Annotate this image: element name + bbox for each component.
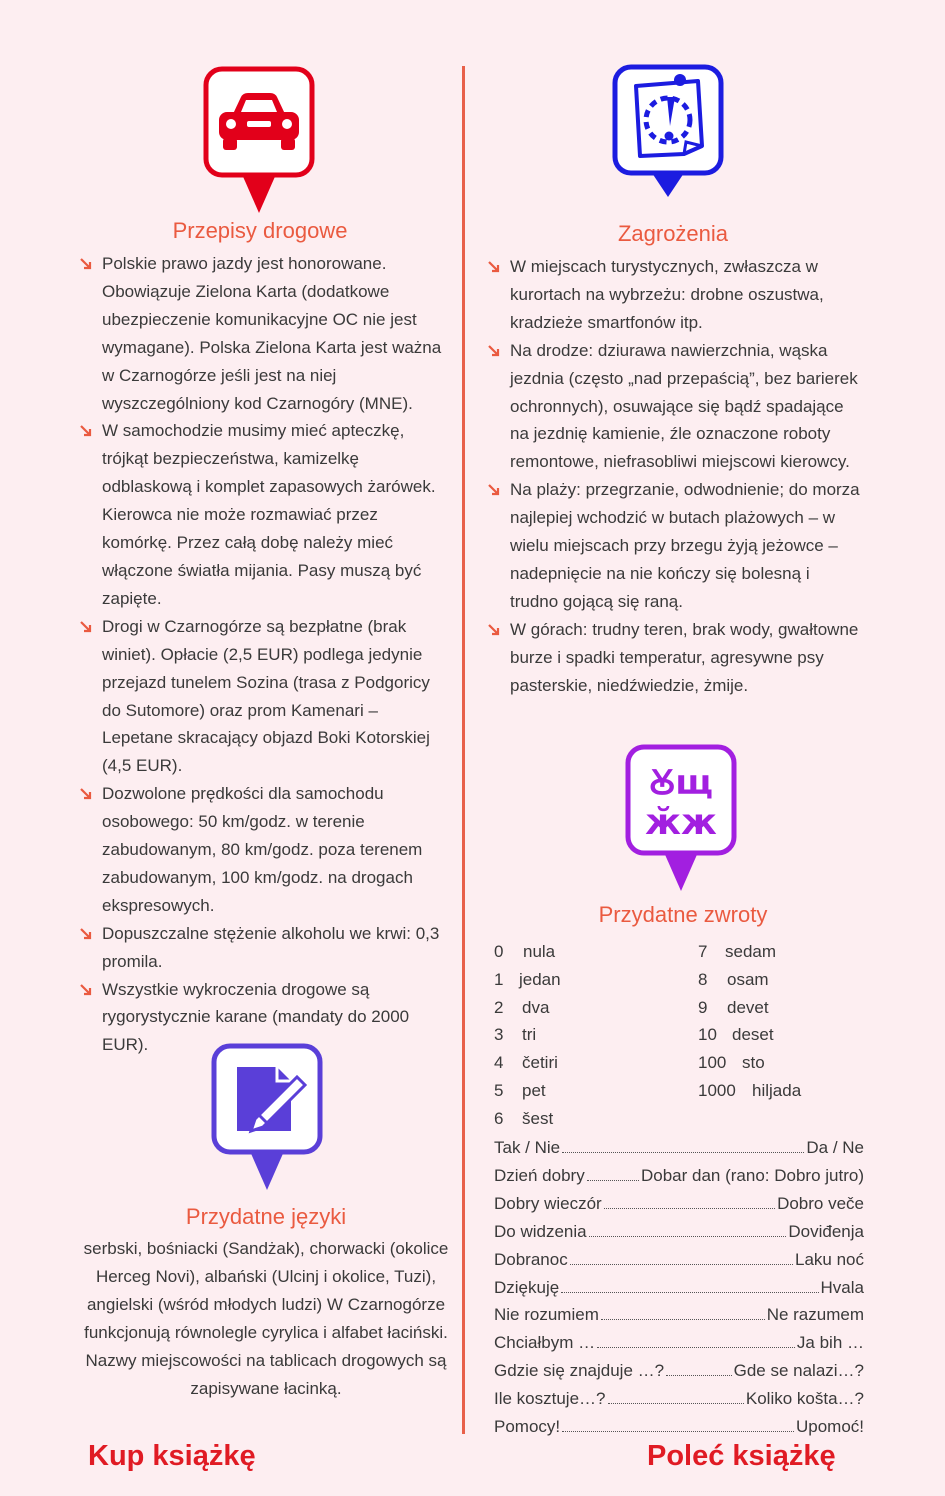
numbers-left xyxy=(494,938,684,1133)
arrow-bullet-icon xyxy=(80,984,92,996)
phrase-polish: Dobranoc xyxy=(494,1249,568,1269)
list-item-text: Drogi w Czarnogórze są bezpłatne (brak winiet). Opłacie (2,5 EUR) podlega jedynie przejazd tunelem Sozina (trasa z Podgoricy do Sutomore) oraz prom Kamenari – Lepetane skracający objazd Boki Kotorskiej (4,5 EUR). xyxy=(102,616,430,776)
phrase-montenegrin: Laku noć xyxy=(795,1249,864,1269)
arrow-bullet-icon xyxy=(80,788,92,800)
list-item xyxy=(80,920,446,976)
languages-title: Przydatne języki xyxy=(185,1204,347,1229)
number-row xyxy=(494,994,684,1022)
phrase-polish: Dobry wieczór xyxy=(494,1193,602,1213)
phrase-montenegrin: Doviđenja xyxy=(788,1221,864,1241)
dot-leader xyxy=(587,1180,639,1181)
phrase-polish: Gdzie się znajduje …? xyxy=(494,1361,665,1381)
arrow-bullet-icon xyxy=(80,258,92,270)
dot-leader xyxy=(601,1319,765,1320)
phrases-title: Przydatne zwroty xyxy=(598,902,768,927)
svg-text:ӂж: ӂж xyxy=(645,802,717,843)
number-digit: 1 xyxy=(494,969,504,989)
number-word: deset xyxy=(732,1025,774,1045)
dot-leader xyxy=(561,1292,818,1293)
road-rules-title: Przepisy drogowe xyxy=(172,218,348,243)
arrow-bullet-icon xyxy=(488,484,500,496)
phrase-polish: Nie rozumiem xyxy=(494,1305,599,1325)
number-word: tri xyxy=(522,1025,537,1045)
number-row xyxy=(698,1077,864,1105)
phrase-row xyxy=(494,1385,864,1413)
phrase-montenegrin: Hvala xyxy=(820,1277,864,1297)
number-word: šest xyxy=(522,1108,554,1128)
phrase-row xyxy=(494,1274,864,1302)
list-item xyxy=(488,337,860,477)
list-item-text: Polskie prawo jazdy jest honorowane. Obowiązuje Zielona Karta (dodatkowe ubezpieczenie komunikacyjne OC nie jest wymagane). Polska Zielona Karta jest ważna w Czarnogórze jeśli jest na niej wyszczególniony kod Czarnogóry (MNE). xyxy=(102,254,442,413)
dot-leader xyxy=(597,1347,795,1348)
list-item-text: Dozwolone prędkości dla samochodu osobowego: 50 km/godz. w terenie zabudowanym, 80 km/godz. poza terenem zabudowanym, 100 km/godz. na drogach ekspresowych. xyxy=(102,784,423,915)
number-row xyxy=(494,1077,684,1105)
phrase-montenegrin: Upomoć! xyxy=(795,1417,864,1437)
number-digit: 100 xyxy=(698,1053,727,1073)
column-divider xyxy=(462,66,465,1434)
number-digit: 0 xyxy=(494,942,504,961)
number-word: pet xyxy=(522,1080,546,1100)
list-item xyxy=(488,616,860,700)
phrase-list xyxy=(494,1134,864,1441)
list-item xyxy=(488,476,860,616)
number-digit: 10 xyxy=(698,1025,717,1045)
phrase-montenegrin: Dobar dan (rano: Dobro jutro) xyxy=(640,1165,864,1185)
number-row xyxy=(494,1105,684,1133)
road-rules-list xyxy=(80,250,446,1059)
list-item xyxy=(80,613,446,780)
number-digit: 8 xyxy=(698,969,708,989)
languages-text: serbski, bośniacki (Sandżak), chorwacki (okolice Herceg Novi), albański (Ulcinj i okolice, Tuzi), angielski (wśród młodych ludzi) W Czarnogórze funkcjonują równolegle cyrylica i alfabet łaciński. Nazwy miejscowości na tablicach drogowych są zapisywane łacinką. xyxy=(83,1239,449,1398)
phrase-row xyxy=(494,1162,864,1190)
phrase-polish: Dzień dobry xyxy=(494,1165,585,1185)
number-digit: 9 xyxy=(698,997,708,1017)
phrase-montenegrin: Da / Ne xyxy=(806,1138,864,1157)
number-word: dva xyxy=(522,997,550,1017)
number-word: osam xyxy=(727,969,769,989)
number-row xyxy=(494,966,684,994)
phrase-polish: Chciałbym … xyxy=(494,1333,596,1353)
list-item xyxy=(80,976,446,1060)
list-item xyxy=(80,780,446,920)
dangers-title: Zagrożenia xyxy=(617,221,729,246)
phrase-row xyxy=(494,1357,864,1385)
list-item-text: W samochodzie musimy mieć apteczkę, trójkąt bezpieczeństwa, kamizelkę odblaskową i komplet zapasowych żarówek. Kierowca nie może rozmawiać przez komórkę. Przez całą dobę należy mieć włączone światła mijania. Pasy muszą być zapięte. xyxy=(102,421,436,608)
list-item xyxy=(80,250,446,417)
dot-leader xyxy=(562,1431,794,1432)
number-word: devet xyxy=(727,997,769,1017)
list-item-text: W miejscach turystycznych, zwłaszcza w kurortach na wybrzeżu: drobne oszustwa, kradzieże smartfonów itp. xyxy=(510,257,824,332)
phrase-row xyxy=(494,1218,864,1246)
dot-leader xyxy=(604,1208,775,1209)
phrase-row xyxy=(494,1134,864,1162)
number-row xyxy=(494,1021,684,1049)
phrase-montenegrin: Ne razumem xyxy=(766,1305,864,1325)
number-word: hiljada xyxy=(752,1080,802,1100)
list-item xyxy=(80,417,446,612)
phrase-row xyxy=(494,1246,864,1274)
arrow-bullet-icon xyxy=(488,345,500,357)
cyrillic-letters-icon xyxy=(625,744,737,892)
dangers-list xyxy=(488,253,860,700)
dot-leader xyxy=(589,1236,787,1237)
numbers-right xyxy=(698,938,864,1105)
phrase-polish: Ile kosztuje…? xyxy=(494,1389,606,1409)
arrow-bullet-icon xyxy=(80,621,92,633)
arrow-bullet-icon xyxy=(80,928,92,940)
pen-paper-icon xyxy=(211,1043,323,1191)
svg-text:Ꙋщ: Ꙋщ xyxy=(648,763,714,803)
dot-leader xyxy=(570,1264,793,1265)
recommend-book-link[interactable]: Poleć książkę xyxy=(647,1440,836,1472)
list-item-text: W górach: trudny teren, brak wody, gwałtowne burze i spadki temperatur, agresywne psy pasterskie, niedźwiedzie, żmije. xyxy=(510,619,859,695)
phrase-polish: Pomocy! xyxy=(494,1417,561,1437)
number-word: sto xyxy=(742,1053,765,1073)
phrase-row xyxy=(494,1301,864,1329)
list-item xyxy=(488,253,860,337)
number-row xyxy=(494,938,684,966)
phrase-row xyxy=(494,1413,864,1441)
dot-leader xyxy=(562,1152,804,1153)
phrase-polish: Do widzenia xyxy=(494,1221,587,1241)
car-icon xyxy=(203,66,315,214)
number-word: jedan xyxy=(519,969,561,989)
list-item-text: Dopuszczalne stężenie alkoholu we krwi: 0,3 promila. xyxy=(102,923,440,971)
number-row xyxy=(698,966,864,994)
warning-note-icon xyxy=(612,64,724,198)
phrase-row xyxy=(494,1190,864,1218)
number-digit: 6 xyxy=(494,1108,504,1128)
phrase-montenegrin: Koliko košta…? xyxy=(745,1389,864,1409)
list-item-text: Na plaży: przegrzanie, odwodnienie; do morza najlepiej wchodzić w butach plażowych – w wielu miejscach przy brzegu żyją jeżowce – nadepnięcie na nie kończy się bolesną i trudno gojącą się raną. xyxy=(510,480,860,611)
dot-leader xyxy=(666,1375,732,1376)
arrow-bullet-icon xyxy=(488,261,500,273)
list-item-text: Wszystkie wykroczenia drogowe są rygorystycznie karane (mandaty do 2000 EUR). xyxy=(102,979,410,1055)
number-word: sedam xyxy=(725,942,777,961)
dot-leader xyxy=(608,1403,744,1404)
phrase-polish: Dziękuję xyxy=(494,1277,560,1297)
number-row xyxy=(494,1049,684,1077)
phrase-polish: Tak / Nie xyxy=(494,1138,561,1157)
phrase-montenegrin: Gde se nalazi…? xyxy=(733,1361,864,1381)
number-digit: 3 xyxy=(494,1025,504,1045)
arrow-bullet-icon xyxy=(488,624,500,636)
number-digit: 7 xyxy=(698,942,708,961)
list-item-text: Na drodze: dziurawa nawierzchnia, wąska jezdnia (często „nad przepaścią”, bez barierek ochronnych), osuwające się bądź spadające na jezdnię kamienie, źle oznaczone roboty remontowe, niefrasobliwi miejscowi kierowcy. xyxy=(510,340,858,472)
number-digit: 4 xyxy=(494,1053,504,1073)
phrase-montenegrin: Ja bih … xyxy=(796,1333,864,1353)
number-digit: 2 xyxy=(494,997,504,1017)
number-digit: 5 xyxy=(494,1080,504,1100)
number-digit: 1000 xyxy=(698,1080,736,1100)
phrase-montenegrin: Dobro veče xyxy=(777,1193,864,1213)
number-row xyxy=(698,994,864,1022)
number-word: četiri xyxy=(522,1053,558,1073)
phrase-row xyxy=(494,1329,864,1357)
number-row xyxy=(698,938,864,966)
number-word: nula xyxy=(523,942,556,961)
number-row xyxy=(698,1049,864,1077)
arrow-bullet-icon xyxy=(80,425,92,437)
number-row xyxy=(698,1021,864,1049)
buy-book-link[interactable]: Kup książkę xyxy=(88,1440,256,1472)
